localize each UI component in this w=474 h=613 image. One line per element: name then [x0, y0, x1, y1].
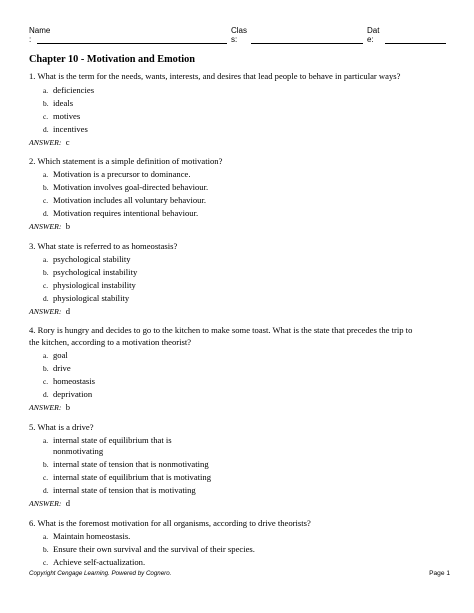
option-text: Maintain homeostasis.: [53, 531, 131, 541]
answer-line: [29, 402, 70, 413]
option: [43, 98, 73, 109]
option-letter: a.: [43, 532, 49, 541]
copyright-footer: Copyright Cengage Learning. Powered by Cognero.: [29, 570, 172, 577]
option: [43, 435, 172, 446]
option-text: internal state of equilibrium that is: [53, 435, 172, 445]
option-letter: b.: [43, 460, 49, 469]
question-stem-3: 3. What state is referred to as homeostasis?: [29, 241, 178, 251]
chapter-title: Chapter 10 - Motivation and Emotion: [29, 54, 195, 65]
question-stem-5: 5. What is a drive?: [29, 422, 94, 432]
option-letter: d.: [43, 209, 49, 218]
date-label: [367, 27, 379, 44]
answer-label: ANSWER:: [29, 403, 62, 412]
option-letter: b.: [43, 545, 49, 554]
question-stem-2: 2. Which statement is a simple definition of motivation?: [29, 156, 223, 166]
option-letter: c.: [43, 196, 49, 205]
option: [43, 544, 255, 555]
option: [43, 389, 92, 400]
answer-value: d: [65, 306, 71, 316]
option-text: goal: [53, 350, 68, 360]
option-text: ideals: [53, 98, 74, 108]
option-text: homeostasis: [53, 376, 96, 386]
option: [43, 208, 198, 219]
date-label-line1: Dat: [367, 26, 380, 35]
option: [43, 254, 131, 265]
option: [43, 376, 95, 387]
class-label: [231, 27, 247, 44]
option: [43, 557, 145, 568]
option-text: Motivation involves goal-directed behaviour.: [53, 182, 209, 192]
option: [43, 459, 209, 470]
option-continuation: nonmotivating: [53, 446, 104, 456]
option: [43, 363, 71, 374]
option: [43, 531, 130, 542]
option-letter: d.: [43, 125, 49, 134]
option-text: Motivation is a precursor to dominance.: [53, 169, 191, 179]
answer-line: [29, 221, 70, 232]
answer-label: ANSWER:: [29, 499, 62, 508]
option-letter: b.: [43, 364, 49, 373]
option: [43, 485, 196, 496]
option-text: psychological stability: [53, 254, 131, 264]
option-text: motives: [53, 111, 81, 121]
option: [43, 280, 136, 291]
option: [43, 350, 68, 361]
option-letter: c.: [43, 558, 49, 567]
answer-line: [29, 306, 70, 317]
answer-label: ANSWER:: [29, 307, 62, 316]
name-label-line1: Name: [29, 26, 51, 35]
option: [43, 182, 208, 193]
answer-label: ANSWER:: [29, 222, 62, 231]
option-letter: a.: [43, 351, 49, 360]
option-text: internal state of tension that is nonmotivating: [53, 459, 209, 469]
option-letter: d.: [43, 486, 49, 495]
class-label-line1: Clas: [231, 26, 248, 35]
option-letter: b.: [43, 268, 49, 277]
option-text: deficiencies: [53, 85, 95, 95]
question-stem-4-line2: the kitchen, according to a motivation theorist?: [29, 337, 192, 347]
option-letter: c.: [43, 281, 49, 290]
question-stem-4-line1: 4. Rory is hungry and decides to go to the kitchen to make some toast. What is the state that precedes the trip to: [29, 325, 413, 335]
name-label-line2: :: [29, 34, 32, 44]
option-letter: d.: [43, 294, 49, 303]
option: [43, 85, 94, 96]
option-text: deprivation: [53, 389, 93, 399]
option-letter: a.: [43, 170, 49, 179]
option: [43, 293, 129, 304]
option-letter: a.: [43, 255, 49, 264]
option-text: internal state of equilibrium that is motivating: [53, 472, 211, 482]
option-letter: b.: [43, 99, 49, 108]
name-blank-line: [37, 43, 227, 44]
option-text: Ensure their own survival and the survival of their species.: [53, 544, 255, 554]
answer-label: ANSWER:: [29, 138, 62, 147]
option-text: psychological instability: [53, 267, 138, 277]
option-letter: c.: [43, 473, 49, 482]
answer-value: d: [65, 498, 71, 508]
option-letter: b.: [43, 183, 49, 192]
option-text: Achieve self-actualization.: [53, 557, 146, 567]
answer-value: b: [65, 402, 71, 412]
option-text: physiological instability: [53, 280, 136, 290]
option: [43, 267, 137, 278]
name-label: [29, 27, 50, 44]
class-blank-line: [251, 43, 363, 44]
option-text: drive: [53, 363, 71, 373]
option: [43, 111, 80, 122]
page-number: Page 1: [429, 570, 450, 577]
question-stem-6: 6. What is the foremost motivation for all organisms, according to drive theorists?: [29, 518, 311, 528]
answer-line: [29, 498, 70, 509]
answer-value: c: [65, 137, 70, 147]
option: [43, 195, 206, 206]
option-text: incentives: [53, 124, 88, 134]
option-letter: c.: [43, 112, 49, 121]
date-blank-line: [385, 43, 446, 44]
option: [43, 124, 88, 135]
option: [43, 472, 211, 483]
date-label-line2: e:: [367, 34, 374, 44]
question-stem-1: 1. What is the term for the needs, wants, interests, and desires that lead people to behave in particular ways?: [29, 71, 401, 81]
class-label-line2: s:: [231, 34, 238, 44]
option-letter: c.: [43, 377, 49, 386]
option: [43, 169, 190, 180]
option-text: physiological stability: [53, 293, 130, 303]
option-text: Motivation requires intentional behaviour.: [53, 208, 199, 218]
option-text: Motivation includes all voluntary behaviour.: [53, 195, 206, 205]
answer-line: [29, 137, 70, 148]
answer-value: b: [65, 221, 71, 231]
option-letter: a.: [43, 86, 49, 95]
option-text: internal state of tension that is motivating: [53, 485, 196, 495]
option-letter: d.: [43, 390, 49, 399]
option-letter: a.: [43, 436, 49, 445]
